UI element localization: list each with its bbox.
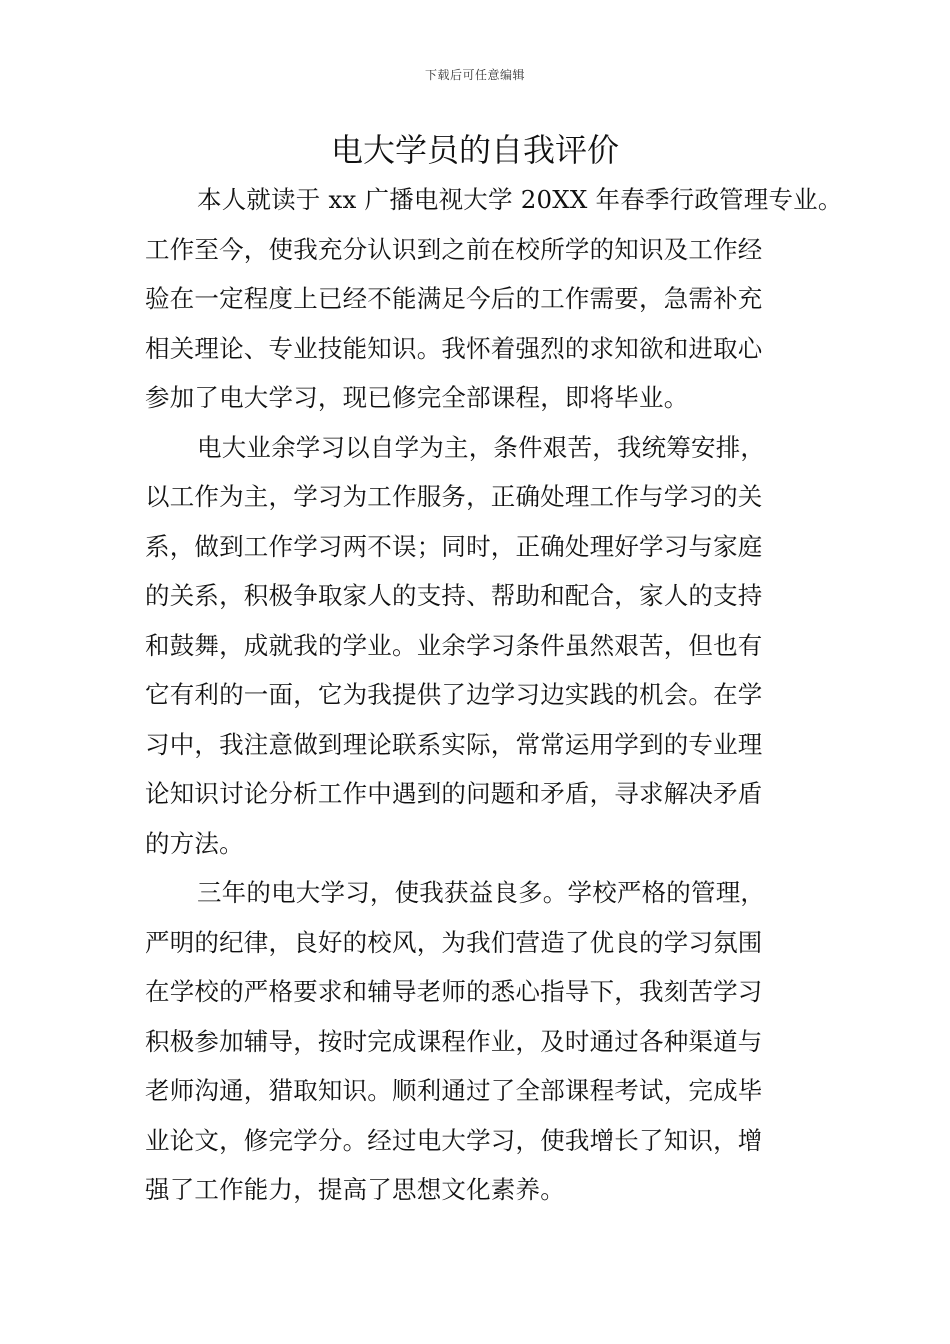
- paragraph-line: 系，做到工作学习两不误；同时，正确处理好学习与家庭: [145, 531, 763, 561]
- paragraph-line: 电大业余学习以自学为主，条件艰苦，我统筹安排，: [197, 432, 766, 462]
- paragraph-line: 工作至今，使我充分认识到之前在校所学的知识及工作经: [145, 234, 763, 264]
- paragraph-line: 和鼓舞，成就我的学业。业余学习条件虽然艰苦，但也有: [145, 630, 763, 660]
- header-note: 下载后可任意编辑: [424, 68, 525, 82]
- paragraph-line: 严明的纪律，良好的校风，为我们营造了优良的学习氛围: [145, 927, 763, 957]
- document-body: [145, 175, 843, 1215]
- paragraph-line: 本人就读于 xx 广播电视大学 20XX 年春季行政管理专业。: [197, 185, 843, 214]
- paragraph-line: 的方法。: [145, 828, 244, 858]
- paragraph-line: 参加了电大学习，现已修完全部课程，即将毕业。: [145, 383, 689, 412]
- paragraph-line: 它有利的一面，它为我提供了边学习边实践的机会。在学: [145, 680, 763, 709]
- paragraph-line: 业论文，修完学分。经过电大学习，使我增长了知识，增: [145, 1125, 763, 1155]
- paragraph-line: 习中，我注意做到理论联系实际，常常运用学到的专业理: [145, 729, 763, 759]
- document-title: 电大学员的自我评价: [330, 131, 619, 169]
- paragraph-line: 三年的电大学习，使我获益良多。学校严格的管理，: [197, 878, 766, 907]
- paragraph-line: 相关理论、专业技能知识。我怀着强烈的求知欲和进取心: [145, 333, 763, 363]
- paragraph-line: 验在一定程度上已经不能满足今后的工作需要，急需补充: [145, 284, 763, 313]
- paragraph-line: 论知识讨论分析工作中遇到的问题和矛盾，寻求解决矛盾: [145, 779, 763, 808]
- paragraph-line: 以工作为主，学习为工作服务，正确处理工作与学习的关: [145, 482, 763, 511]
- paragraph-line: 积极参加辅导，按时完成课程作业，及时通过各种渠道与: [145, 1026, 763, 1056]
- paragraph-line: 老师沟通，猎取知识。顺利通过了全部课程考试，完成毕: [145, 1076, 763, 1105]
- paragraph-line: 的关系，积极争取家人的支持、帮助和配合，家人的支持: [145, 581, 763, 610]
- paragraph-line: 强了工作能力，提高了思想文化素养。: [145, 1175, 565, 1204]
- paragraph-line: 在学校的严格要求和辅导老师的悉心指导下，我刻苦学习: [145, 977, 763, 1006]
